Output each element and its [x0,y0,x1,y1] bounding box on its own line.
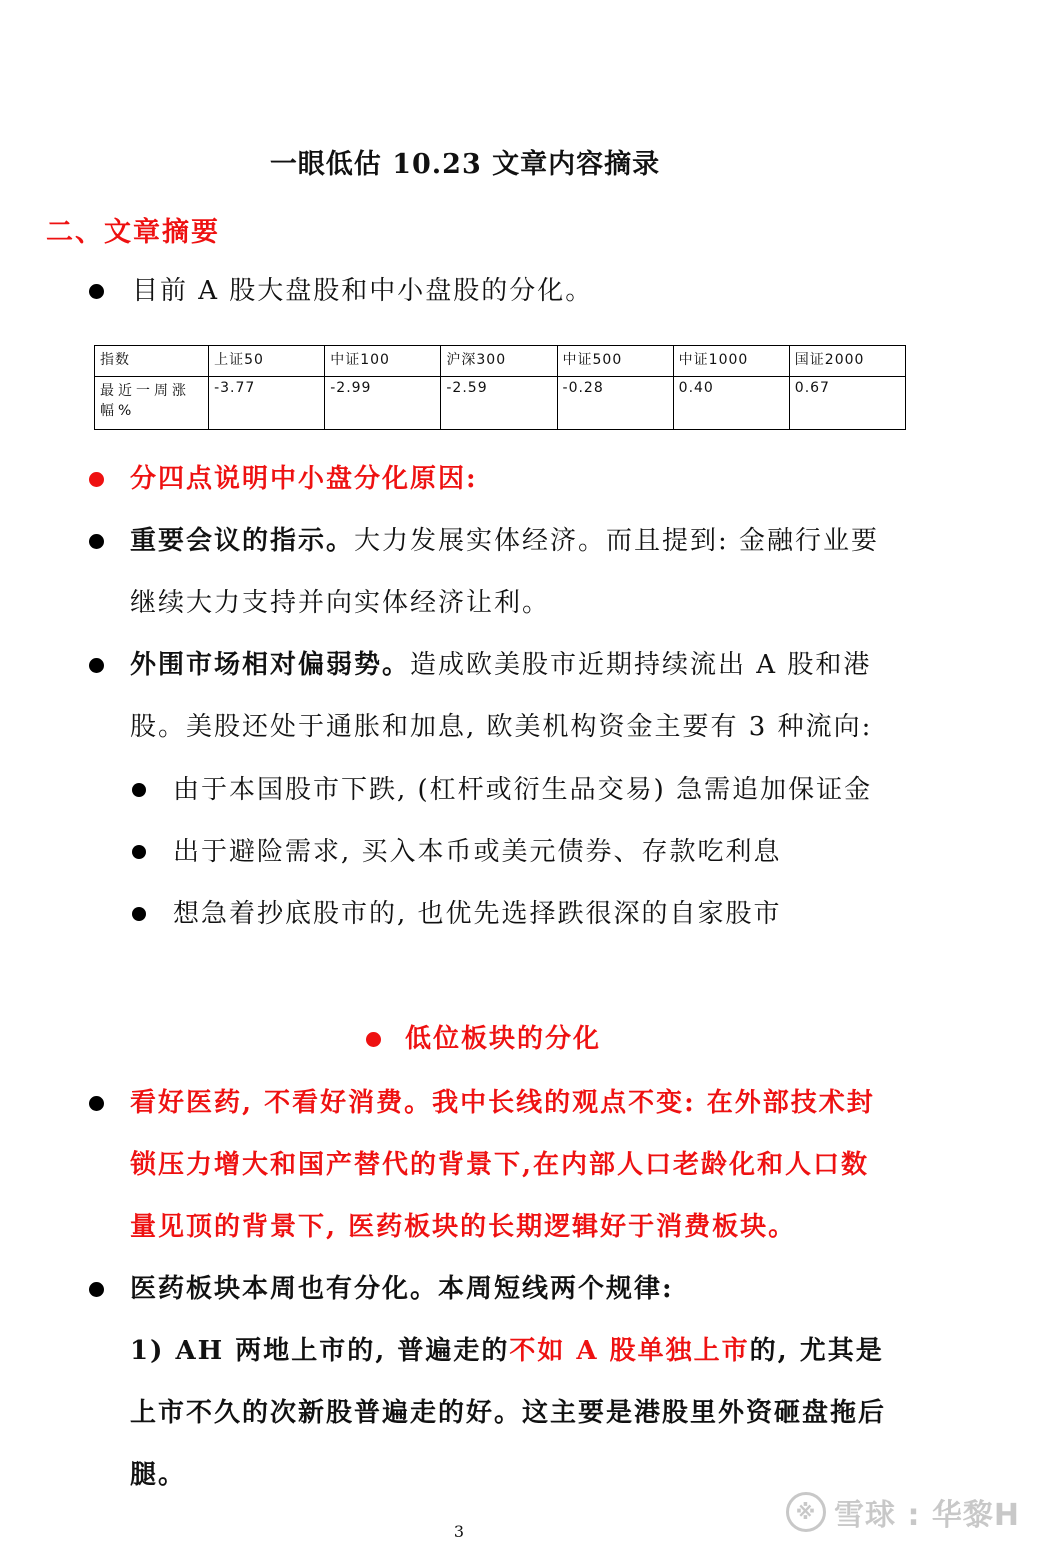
sub-point: 想急着抄底股市的, 也优先选择跌很深的自家股市 [173,899,782,929]
point2-bold: 外围市场相对偏弱势。 [130,650,411,680]
bullet-icon [366,1032,381,1047]
rule1-line3: 腿。 [130,1460,187,1490]
bullet-icon [132,907,146,921]
point1-rest: 大力发展实体经济。而且提到: 金融行业要 [354,526,880,556]
bullet-icon [132,845,146,859]
bullet-icon [89,472,104,487]
sub-point: 由于本国股市下跌, (杠杆或衍生品交易) 急需追加保证金 [173,775,873,805]
table-cell: -0.28 [557,377,673,430]
rule1-line1 [130,1336,884,1367]
rule1-part-a: 1) AH 两地上市的, 普遍走的 [130,1336,510,1366]
table-header-cell: 中证500 [557,346,673,377]
point1-line2: 继续大力支持并向实体经济让利。 [130,588,551,618]
sub-point: 出于避险需求, 买入本币或美元债券、存款吃利息 [173,837,782,867]
page-number: 3 [453,1522,465,1541]
table-header-row [95,346,906,377]
low-sector-heading: 低位板块的分化 [405,1024,602,1054]
table-row-label [95,377,209,430]
bullet-icon [132,783,146,797]
medicine-line1: 看好医药, 不看好消费。我中长线的观点不变: 在外部技术封 [130,1088,875,1118]
table-cell: -2.99 [325,377,441,430]
table-header-cell: 沪深300 [441,346,557,377]
row-label-line1: 最近一周涨 [100,383,190,399]
index-table [94,345,906,430]
bullet-icon [89,1096,104,1111]
rule1-line2: 上市不久的次新股普遍走的好。这主要是港股里外资砸盘拖后 [130,1398,887,1428]
medicine-line2: 锁压力增大和国产替代的背景下,在内部人口老龄化和人口数 [130,1150,870,1180]
medicine-line3: 量见顶的背景下, 医药板块的长期逻辑好于消费板块。 [130,1212,797,1242]
table-cell: -2.59 [441,377,557,430]
table-cell: -3.77 [209,377,325,430]
table-header-cell: 国证2000 [789,346,905,377]
bullet-icon [89,1282,104,1297]
intro-bullet-text: 目前 A 股大盘股和中小盘股的分化。 [132,276,594,306]
xueqiu-logo-icon: ※ [786,1492,826,1532]
point1-bold: 重要会议的指示。 [130,526,355,556]
table-header-cell: 中证100 [325,346,441,377]
rule1-part-b: 的, 尤其是 [749,1336,884,1366]
bullet-icon [89,534,104,549]
divergence-text: 医药板块本周也有分化。本周短线两个规律: [130,1274,674,1304]
table-row [95,377,906,430]
point2-line2: 股。美股还处于通胀和加息, 欧美机构资金主要有 3 种流向: [130,712,873,742]
point2-line1 [130,650,871,681]
rule1-red-part: 不如 A 股单独上市 [509,1336,750,1366]
point1-line1 [130,526,879,557]
section-heading: 二、文章摘要 [46,217,220,248]
document-title: 一眼低估 10.23 文章内容摘录 [269,149,661,180]
reasons-heading: 分四点说明中小盘分化原因: [130,464,478,494]
table-header-cell: 上证50 [209,346,325,377]
table-cell: 0.40 [673,377,789,430]
bullet-icon [89,658,104,673]
point2-rest: 造成欧美股市近期持续流出 A 股和港 [410,650,872,680]
bullet-icon [89,284,104,299]
row-label-line2: 幅% [100,403,136,419]
table-header-cell: 指数 [95,346,209,377]
table-cell: 0.67 [789,377,905,430]
watermark-text: 雪球 : 华黎H [834,1498,1020,1533]
table-header-cell: 中证1000 [673,346,789,377]
